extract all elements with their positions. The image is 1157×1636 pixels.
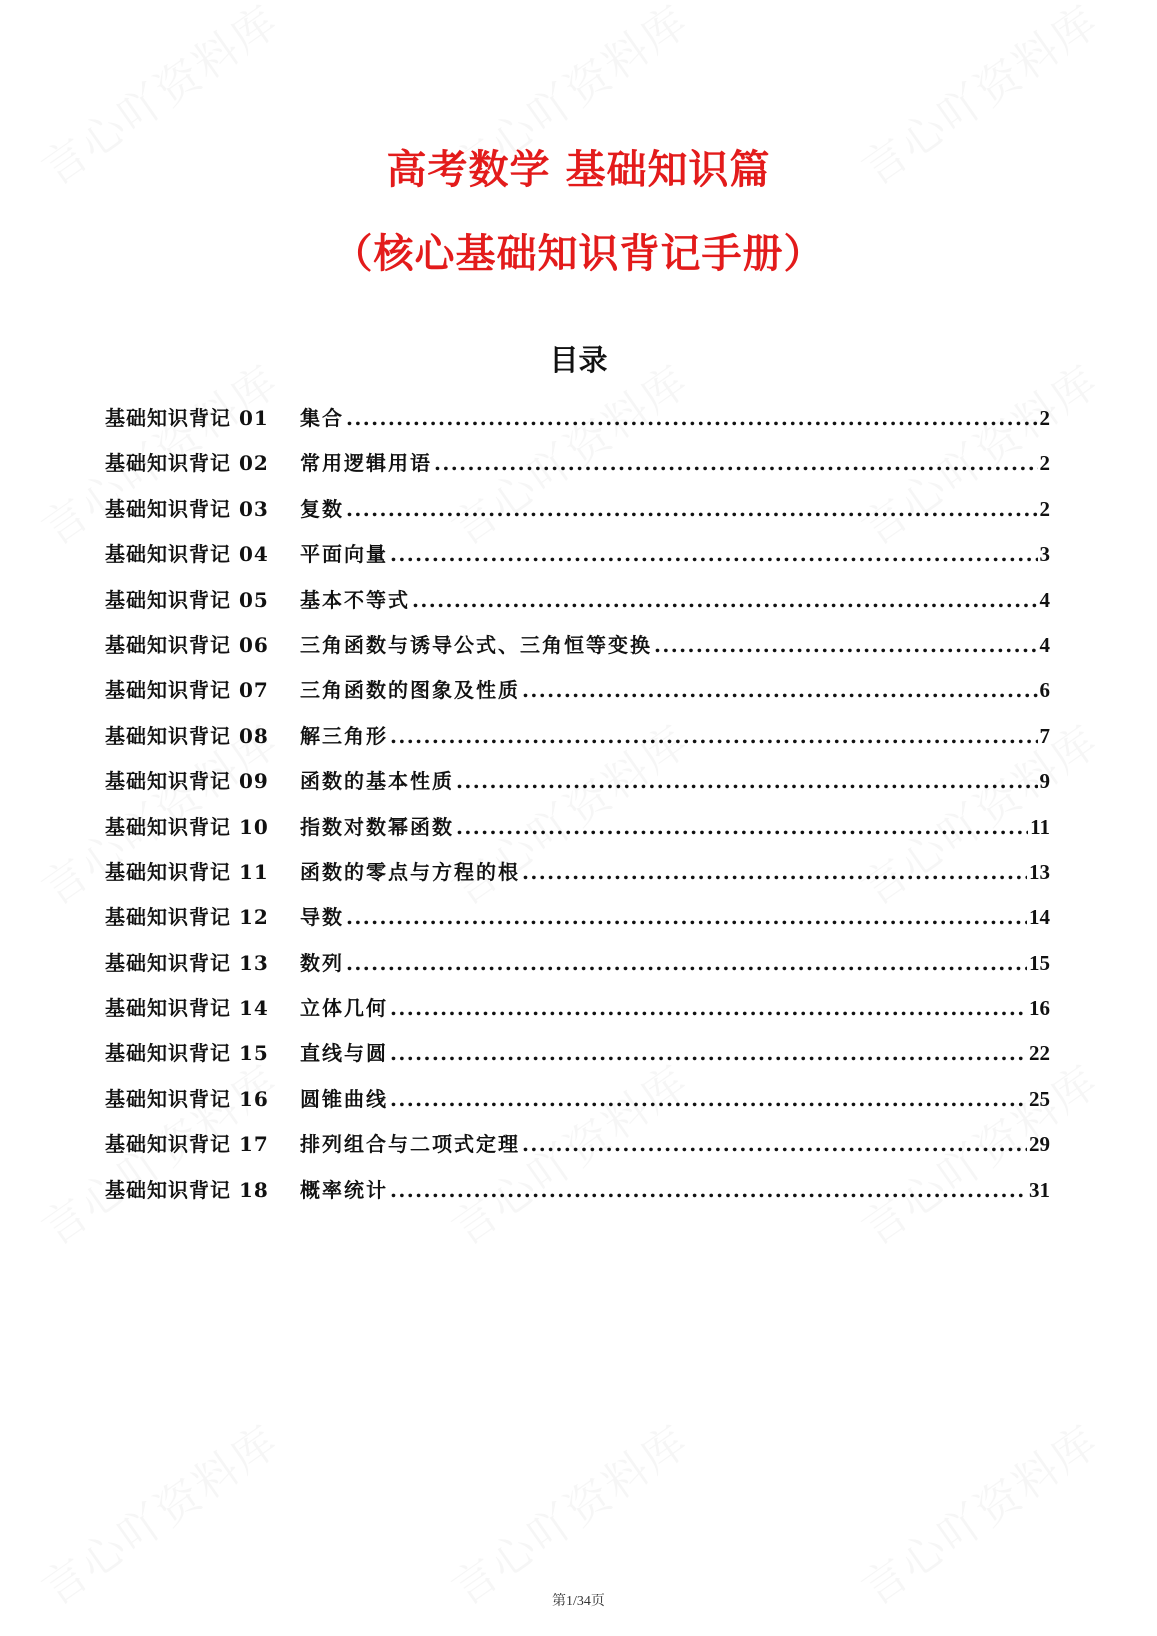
- toc-entry-page: 31: [1029, 1177, 1050, 1202]
- toc-leader-dots: [390, 542, 1038, 566]
- toc-entry-title: 三角函数的图象及性质: [300, 678, 520, 703]
- toc-entry-title: 复数: [300, 496, 344, 521]
- toc-entry[interactable]: [105, 1037, 1050, 1082]
- watermark: [27, 1407, 290, 1618]
- toc-entry-page: 6: [1039, 678, 1050, 703]
- toc-entry-page: 9: [1039, 769, 1050, 794]
- toc-entry-page: 13: [1029, 859, 1050, 884]
- document-title: 高考数学 基础知识篇: [386, 147, 771, 193]
- toc-entry-label: 基础知识背记 09: [105, 769, 269, 794]
- toc-entry-page: 15: [1029, 950, 1050, 975]
- toc-entry[interactable]: [105, 584, 1050, 629]
- toc-entry[interactable]: [105, 765, 1050, 810]
- toc-leader-dots: [390, 1087, 1027, 1111]
- toc-entry-title: 排列组合与二项式定理: [300, 1132, 520, 1157]
- toc-entry-page: 29: [1029, 1132, 1050, 1157]
- toc-leader-dots: [456, 815, 1028, 839]
- toc-leader-dots: [390, 1041, 1027, 1065]
- toc-entry-label: 基础知识背记 13: [105, 950, 269, 975]
- toc-entry-title: 圆锥曲线: [300, 1086, 388, 1111]
- toc-entry[interactable]: [105, 402, 1050, 447]
- toc-entry-title: 三角函数与诱导公式、三角恒等变换: [300, 632, 652, 657]
- toc-entry-title: 常用逻辑用语: [300, 451, 432, 476]
- toc-leader-dots: [390, 724, 1038, 748]
- toc-entry-label: 基础知识背记 07: [105, 678, 269, 703]
- toc-entry-title: 解三角形: [300, 723, 388, 748]
- toc-entry-title: 指数对数幂函数: [300, 814, 454, 839]
- page-number-footer: 第1/34页: [552, 1594, 605, 1609]
- toc-entry[interactable]: [105, 856, 1050, 901]
- toc-entry[interactable]: [105, 811, 1050, 856]
- watermark: [437, 1407, 700, 1618]
- toc-entry-label: 基础知识背记 11: [105, 859, 269, 884]
- toc-entry[interactable]: [105, 674, 1050, 719]
- watermark: [847, 1407, 1110, 1618]
- toc-entry[interactable]: [105, 629, 1050, 674]
- toc-entry[interactable]: [105, 447, 1050, 492]
- toc-entry-label: 基础知识背记 14: [105, 996, 269, 1021]
- toc-entry-page: 14: [1029, 905, 1050, 930]
- toc-entry-page: 4: [1039, 587, 1050, 612]
- toc-entry[interactable]: [105, 992, 1050, 1037]
- toc-entry-title: 函数的零点与方程的根: [300, 859, 520, 884]
- toc-entry-label: 基础知识背记 18: [105, 1177, 269, 1202]
- toc-entry-label: 基础知识背记 16: [105, 1086, 269, 1111]
- toc-leader-dots: [654, 633, 1038, 657]
- toc-entry[interactable]: [105, 947, 1050, 992]
- toc-entry-title: 集合: [300, 406, 344, 430]
- toc-entry-title: 直线与圆: [300, 1041, 388, 1066]
- toc-leader-dots: [346, 905, 1027, 929]
- toc-entry-page: 2: [1039, 496, 1050, 521]
- toc-entry[interactable]: [105, 538, 1050, 583]
- toc-entry-page: 4: [1039, 632, 1050, 657]
- toc-entry-page: 3: [1039, 542, 1050, 567]
- toc-leader-dots: [434, 451, 1038, 475]
- table-of-contents: [105, 402, 1050, 1219]
- toc-entry-title: 平面向量: [300, 542, 388, 567]
- toc-entry-page: 7: [1039, 723, 1050, 748]
- toc-entry-title: 基本不等式: [300, 587, 410, 612]
- toc-entry-label: 基础知识背记 04: [105, 542, 269, 567]
- toc-leader-dots: [522, 860, 1027, 884]
- toc-entry-page: 16: [1029, 996, 1050, 1021]
- toc-entry[interactable]: [105, 1174, 1050, 1219]
- toc-entry-label: 基础知识背记 08: [105, 723, 269, 748]
- toc-entry-page: 22: [1029, 1041, 1050, 1066]
- toc-entry-title: 导数: [300, 905, 344, 930]
- toc-entry-title: 概率统计: [300, 1177, 388, 1202]
- toc-entry[interactable]: [105, 493, 1050, 538]
- toc-entry-label: 基础知识背记 12: [105, 905, 269, 930]
- toc-leader-dots: [412, 588, 1038, 612]
- toc-leader-dots: [390, 1178, 1027, 1202]
- toc-entry[interactable]: [105, 720, 1050, 765]
- toc-entry-page: 11: [1030, 814, 1050, 839]
- toc-heading: 目录: [549, 343, 608, 377]
- toc-entry-label: 基础知识背记 01: [105, 406, 269, 430]
- toc-entry-label: 基础知识背记 06: [105, 632, 269, 657]
- toc-leader-dots: [390, 996, 1027, 1020]
- toc-entry[interactable]: [105, 1128, 1050, 1173]
- toc-entry[interactable]: [105, 901, 1050, 946]
- toc-entry-page: 2: [1039, 451, 1050, 476]
- toc-entry-label: 基础知识背记 02: [105, 451, 269, 476]
- toc-entry[interactable]: [105, 1083, 1050, 1128]
- toc-entry-label: 基础知识背记 05: [105, 587, 269, 612]
- toc-entry-label: 基础知识背记 17: [105, 1132, 269, 1157]
- toc-entry-label: 基础知识背记 15: [105, 1041, 269, 1066]
- toc-entry-page: 2: [1039, 406, 1050, 430]
- toc-entry-title: 函数的基本性质: [300, 769, 454, 794]
- toc-entry-title: 数列: [300, 950, 344, 975]
- toc-entry-label: 基础知识背记 10: [105, 814, 269, 839]
- toc-leader-dots: [346, 951, 1027, 975]
- toc-leader-dots: [456, 769, 1038, 793]
- toc-leader-dots: [346, 497, 1038, 521]
- toc-leader-dots: [346, 406, 1038, 430]
- toc-entry-label: 基础知识背记 03: [105, 496, 269, 521]
- toc-leader-dots: [522, 1132, 1027, 1156]
- toc-entry-page: 25: [1029, 1086, 1050, 1111]
- toc-entry-title: 立体几何: [300, 996, 388, 1021]
- toc-leader-dots: [522, 678, 1038, 702]
- document-subtitle: （核心基础知识背记手册）: [332, 231, 825, 277]
